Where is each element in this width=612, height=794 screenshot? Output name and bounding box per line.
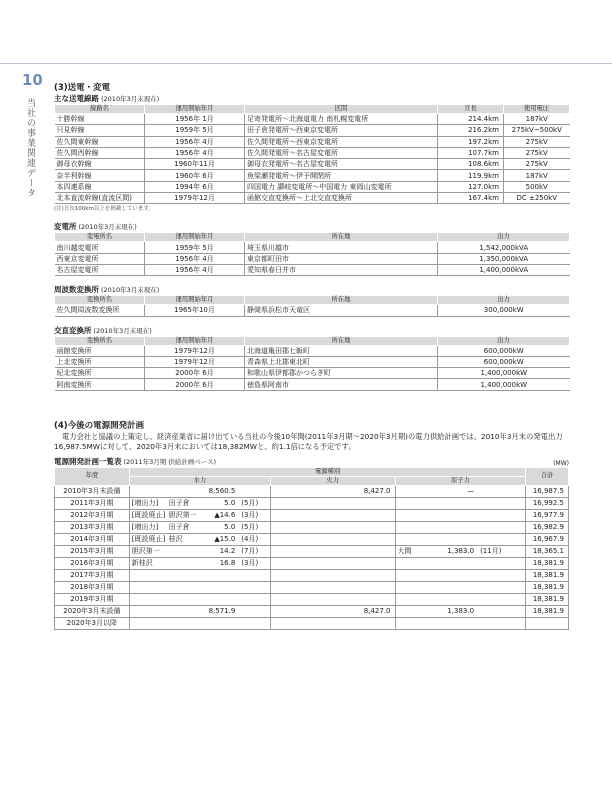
length-cell: 127.0km: [438, 181, 504, 192]
nuclear-value-cell: [426, 617, 478, 629]
nuclear-plant-cell: [395, 557, 426, 569]
hydro-value-cell: ▲14.6: [200, 509, 239, 521]
hydro-note-cell: [129, 485, 166, 497]
hydro-month-cell: (7月): [239, 545, 270, 557]
output-cell: 300,000kW: [438, 305, 570, 316]
hydro-note-cell: 新桂沢: [129, 557, 166, 569]
voltage-cell: 275kV: [504, 136, 570, 147]
nuclear-value-cell: [426, 533, 478, 545]
thermal-value-cell: [270, 581, 395, 593]
year-cell: 2020年3月以降: [55, 617, 130, 629]
col-header-thermal: 火力: [270, 476, 395, 485]
table-row: [55, 533, 569, 545]
table-row: [55, 617, 569, 629]
col-header-hydro: 水力: [129, 476, 270, 485]
thermal-value-cell: [270, 533, 395, 545]
hydro-month-cell: (3月): [239, 509, 270, 521]
hydro-plant-cell: 田子倉: [167, 497, 200, 509]
total-cell: 18,381.9: [526, 605, 569, 617]
section-cell: 四国電力 讃岐変電所～中国電力 東岡山変電所: [245, 181, 438, 192]
col-header: 所在地: [245, 233, 438, 242]
total-cell: 18,381.9: [526, 557, 569, 569]
nuclear-month-cell: [478, 557, 526, 569]
hydro-value-cell: [200, 569, 239, 581]
nuclear-value-cell: [426, 497, 478, 509]
substations-table: [54, 232, 570, 276]
total-cell: 16,982.9: [526, 521, 569, 533]
hydro-value-cell: 14.2: [200, 545, 239, 557]
start-date-cell: 1956年 4月: [145, 136, 245, 147]
start-date-cell: 1960年11月: [145, 159, 245, 170]
hydro-value-cell: 8,560.5: [200, 485, 239, 497]
hydro-note-cell: [増出力]: [129, 521, 166, 533]
thermal-value-cell: 8,427.0: [270, 485, 395, 497]
nuclear-month-cell: [478, 617, 526, 629]
section-cell: 田子倉発電所～西東京変電所: [245, 125, 438, 136]
converter-name-cell: 阿南変換所: [55, 379, 145, 390]
start-date-cell: 1979年12月: [145, 345, 245, 356]
thermal-value-cell: [270, 509, 395, 521]
table-row: [55, 379, 570, 390]
total-cell: 18,381.9: [526, 593, 569, 605]
col-header: 出力: [438, 336, 570, 345]
page-number: 10: [22, 71, 43, 89]
line-name-cell: 十勝幹線: [55, 114, 145, 125]
nuclear-plant-cell: 大間: [395, 545, 426, 557]
hydro-plant-cell: [167, 569, 200, 581]
total-cell: 18,381.9: [526, 569, 569, 581]
hydro-month-cell: [239, 581, 270, 593]
col-header: 所在地: [245, 336, 438, 345]
line-name-cell: 御母衣幹線: [55, 159, 145, 170]
output-cell: 1,400,000kVA: [438, 264, 570, 275]
section-cell: 魚梁瀬発電所～伊予開閉所: [245, 170, 438, 181]
table-row: [55, 545, 569, 557]
hydro-plant-cell: [167, 617, 200, 629]
table-header-row: [55, 476, 569, 485]
voltage-cell: 275kV: [504, 159, 570, 170]
output-cell: 1,400,000kW: [438, 368, 570, 379]
converter-name-cell: 佐久間周波数変換所: [55, 305, 145, 316]
year-cell: 2018年3月期: [55, 581, 130, 593]
col-header: 運用開始年月: [145, 336, 245, 345]
year-cell: 2019年3月期: [55, 593, 130, 605]
thermal-value-cell: [270, 617, 395, 629]
year-cell: 2017年3月期: [55, 569, 130, 581]
col-header: 変電所名: [55, 233, 145, 242]
line-name-cell: 本四連系線: [55, 181, 145, 192]
substation-name-cell: 南川越変電所: [55, 242, 145, 253]
total-cell: [526, 617, 569, 629]
col-header: 線路名: [55, 105, 145, 114]
section-cell: 函館交直変換所～上北交直変換所: [245, 193, 438, 204]
col-header-nuclear: 原子力: [395, 476, 526, 485]
table-row: [55, 521, 569, 533]
hydro-plant-cell: [167, 605, 200, 617]
location-cell: 東京都町田市: [245, 253, 438, 264]
col-header: 亘長: [438, 105, 504, 114]
nuclear-plant-cell: [395, 593, 426, 605]
year-cell: 2013年3月期: [55, 521, 130, 533]
substation-name-cell: 西東京変電所: [55, 253, 145, 264]
converter-name-cell: 紀北変換所: [55, 368, 145, 379]
length-cell: 214.4km: [438, 114, 504, 125]
hydro-note-cell: [129, 605, 166, 617]
hydro-note-cell: [129, 617, 166, 629]
hydro-note-cell: [既設廃止]: [129, 509, 166, 521]
nuclear-plant-cell: [395, 581, 426, 593]
transmission-lines-table: [54, 104, 570, 204]
year-cell: 2020年3月末設備: [55, 605, 130, 617]
hydro-note-cell: [増出力]: [129, 497, 166, 509]
section-title-transmission: (3)送電・変電: [54, 83, 111, 93]
unit-label: (MW): [553, 459, 569, 467]
table-row: [55, 569, 569, 581]
hydro-value-cell: 5.0: [200, 521, 239, 533]
hydro-value-cell: ▲15.0: [200, 533, 239, 545]
start-date-cell: 1956年 4月: [145, 147, 245, 158]
total-cell: 16,992.5: [526, 497, 569, 509]
thermal-value-cell: [270, 593, 395, 605]
table-header-row: [55, 467, 569, 476]
thermal-value-cell: [270, 521, 395, 533]
line-name-cell: 佐久間西幹線: [55, 147, 145, 158]
development-table-title: 電源開発計画一覧表 (2011年3月期 供給計画ベース): [54, 456, 216, 466]
length-cell: 108.6km: [438, 159, 504, 170]
section-title-development: (4)今後の電源開発計画: [54, 420, 145, 431]
location-cell: 静岡県浜松市天竜区: [245, 305, 438, 316]
thermal-value-cell: [270, 497, 395, 509]
col-header: 運用開始年月: [145, 233, 245, 242]
table-row: [55, 159, 570, 170]
length-cell: 119.9km: [438, 170, 504, 181]
transmission-note: (注)亘長100km以上を掲載しています。: [54, 206, 154, 213]
section-cell: 足寄発電所～北海道電力 南札幌変電所: [245, 114, 438, 125]
hydro-plant-cell: [167, 485, 200, 497]
start-date-cell: 1956年 1月: [145, 114, 245, 125]
nuclear-value-cell: [426, 581, 478, 593]
output-cell: 1,542,000kVA: [438, 242, 570, 253]
hydro-month-cell: [239, 593, 270, 605]
line-name-cell: 佐久間東幹線: [55, 136, 145, 147]
voltage-cell: 500kV: [504, 181, 570, 192]
table-row: [55, 368, 570, 379]
table-row: [55, 356, 570, 367]
nuclear-month-cell: [478, 521, 526, 533]
hydro-note-cell: [129, 581, 166, 593]
start-date-cell: 1959年 5月: [145, 242, 245, 253]
thermal-value-cell: 8,427.0: [270, 605, 395, 617]
output-cell: 1,400,000kW: [438, 379, 570, 390]
length-cell: 216.2km: [438, 125, 504, 136]
length-cell: 107.7km: [438, 147, 504, 158]
nuclear-value-cell: [426, 569, 478, 581]
year-cell: 2016年3月期: [55, 557, 130, 569]
nuclear-plant-cell: [395, 521, 426, 533]
nuclear-value-cell: [426, 521, 478, 533]
nuclear-month-cell: [478, 533, 526, 545]
substations-title: 変電所 (2010年3月末現在): [54, 222, 137, 232]
total-cell: 16,967.9: [526, 533, 569, 545]
nuclear-plant-cell: [395, 533, 426, 545]
hydro-month-cell: [239, 605, 270, 617]
line-name-cell: 北本直流幹線(直流区間): [55, 193, 145, 204]
col-header: 運用開始年月: [145, 296, 245, 305]
nuclear-plant-cell: [395, 497, 426, 509]
table-row: [55, 485, 569, 497]
col-header-year: 年度: [55, 467, 130, 485]
table-row: [55, 605, 569, 617]
nuclear-month-cell: [478, 509, 526, 521]
hydro-value-cell: 16.8: [200, 557, 239, 569]
table-row: [55, 181, 570, 192]
nuclear-value-cell: —: [426, 485, 478, 497]
side-label: 当社の事業関連データ: [25, 98, 35, 198]
hydro-note-cell: 胆沢第一: [129, 545, 166, 557]
start-date-cell: 1979年12月: [145, 193, 245, 204]
table-header-row: [55, 105, 570, 114]
length-cell: 197.2km: [438, 136, 504, 147]
nuclear-plant-cell: [395, 569, 426, 581]
line-name-cell: 只見幹線: [55, 125, 145, 136]
table-row: [55, 497, 569, 509]
thermal-value-cell: [270, 545, 395, 557]
table-row: [55, 136, 570, 147]
start-date-cell: 1956年 4月: [145, 264, 245, 275]
freq-converter-title: 周波数変換所 (2010年3月末現在): [54, 285, 160, 295]
ac-dc-converter-title: 交直変換所 (2010年3月末現在): [54, 325, 152, 335]
nuclear-plant-cell: [395, 617, 426, 629]
thermal-value-cell: [270, 569, 395, 581]
section-cell: 佐久間発電所～西東京変電所: [245, 136, 438, 147]
table-header-row: [55, 336, 570, 345]
hydro-value-cell: 8,571.9: [200, 605, 239, 617]
section-cell: 御母衣発電所～名古屋変電所: [245, 159, 438, 170]
nuclear-value-cell: 1,383.0: [426, 605, 478, 617]
total-cell: 18,381.9: [526, 581, 569, 593]
nuclear-value-cell: [426, 557, 478, 569]
table-row: [55, 193, 570, 204]
hydro-value-cell: 5.0: [200, 497, 239, 509]
start-date-cell: 2000年 6月: [145, 368, 245, 379]
table-header-row: [55, 296, 570, 305]
nuclear-value-cell: 1,383.0: [426, 545, 478, 557]
col-header: 出力: [438, 233, 570, 242]
hydro-plant-cell: 田子倉: [167, 521, 200, 533]
development-paragraph: 電力会社と協議の上策定し、経済産業省に届け出ている当社の今後10年間(2011年3月期～2020年3月期)の電力供給計画では、2010年3月末の発電出力16,987.5MWに対して、2020年3月末においては18,382MWと、約1.1倍になる予定です。: [54, 431, 563, 452]
hydro-value-cell: [200, 617, 239, 629]
substation-name-cell: 名古屋変電所: [55, 264, 145, 275]
year-cell: 2015年3月期: [55, 545, 130, 557]
nuclear-value-cell: [426, 509, 478, 521]
table-row: [55, 305, 570, 316]
start-date-cell: 1956年 4月: [145, 253, 245, 264]
hydro-note-cell: [既設廃止]: [129, 533, 166, 545]
hydro-month-cell: [239, 617, 270, 629]
table-row: [55, 345, 570, 356]
nuclear-month-cell: [478, 569, 526, 581]
development-plan-table: [54, 467, 569, 630]
col-header-group: 電源種別: [129, 467, 526, 476]
hydro-month-cell: (4月): [239, 533, 270, 545]
hydro-month-cell: (5月): [239, 521, 270, 533]
start-date-cell: 2000年 6月: [145, 379, 245, 390]
location-cell: 青森県上北郡東北町: [245, 356, 438, 367]
hydro-month-cell: (5月): [239, 497, 270, 509]
converter-name-cell: 函館変換所: [55, 345, 145, 356]
nuclear-plant-cell: [395, 509, 426, 521]
col-header: 変換所名: [55, 296, 145, 305]
table-row: [55, 264, 570, 275]
hydro-plant-cell: [167, 581, 200, 593]
table-row: [55, 509, 569, 521]
hydro-plant-cell: [167, 557, 200, 569]
location-cell: 埼玉県川越市: [245, 242, 438, 253]
hydro-month-cell: [239, 569, 270, 581]
output-cell: 1,350,000kVA: [438, 253, 570, 264]
table-header-row: [55, 233, 570, 242]
table-row: [55, 170, 570, 181]
voltage-cell: 187kV: [504, 170, 570, 181]
year-cell: 2014年3月期: [55, 533, 130, 545]
location-cell: 北海道亀田郡七飯町: [245, 345, 438, 356]
hydro-plant-cell: 胆沢第一: [167, 509, 200, 521]
hydro-value-cell: [200, 593, 239, 605]
line-name-cell: 奈半利幹線: [55, 170, 145, 181]
thermal-value-cell: [270, 557, 395, 569]
hydro-value-cell: [200, 581, 239, 593]
table-row: [55, 125, 570, 136]
section-cell: 佐久間発電所～名古屋変電所: [245, 147, 438, 158]
table-row: [55, 593, 569, 605]
hydro-note-cell: [129, 569, 166, 581]
start-date-cell: 1960年 6月: [145, 170, 245, 181]
table-row: [55, 557, 569, 569]
converter-name-cell: 上北変換所: [55, 356, 145, 367]
nuclear-month-cell: (11月): [478, 545, 526, 557]
nuclear-plant-cell: [395, 605, 426, 617]
voltage-cell: DC ±250kV: [504, 193, 570, 204]
start-date-cell: 1959年 5月: [145, 125, 245, 136]
hydro-plant-cell: [167, 593, 200, 605]
start-date-cell: 1979年12月: [145, 356, 245, 367]
location-cell: 徳島県阿南市: [245, 379, 438, 390]
year-cell: 2010年3月末設備: [55, 485, 130, 497]
col-header: 出力: [438, 296, 570, 305]
nuclear-month-cell: [478, 605, 526, 617]
voltage-cell: 187kV: [504, 114, 570, 125]
nuclear-plant-cell: [395, 485, 426, 497]
transmission-lines-title: 主な送電線路 (2010年3月末現在): [54, 94, 160, 103]
year-cell: 2011年3月期: [55, 497, 130, 509]
nuclear-month-cell: [478, 593, 526, 605]
col-header-total: 合計: [526, 467, 569, 485]
table-row: [55, 253, 570, 264]
hydro-note-cell: [129, 593, 166, 605]
voltage-cell: 275kV~500kV: [504, 125, 570, 136]
output-cell: 600,000kW: [438, 345, 570, 356]
nuclear-value-cell: [426, 593, 478, 605]
col-header: 使用電圧: [504, 105, 570, 114]
nuclear-month-cell: [478, 497, 526, 509]
start-date-cell: 1965年10月: [145, 305, 245, 316]
table-row: [55, 242, 570, 253]
header-rule: [0, 63, 612, 64]
location-cell: 和歌山県伊都郡かつらぎ町: [245, 368, 438, 379]
total-cell: 16,977.9: [526, 509, 569, 521]
table-row: [55, 147, 570, 158]
hydro-month-cell: [239, 485, 270, 497]
voltage-cell: 275kV: [504, 147, 570, 158]
col-header: 変換所名: [55, 336, 145, 345]
total-cell: 16,987.5: [526, 485, 569, 497]
hydro-month-cell: (3月): [239, 557, 270, 569]
total-cell: 18,365.1: [526, 545, 569, 557]
freq-converter-table: [54, 295, 570, 316]
table-row: [55, 114, 570, 125]
nuclear-month-cell: [478, 581, 526, 593]
output-cell: 600,000kW: [438, 356, 570, 367]
page-content: [54, 83, 569, 630]
year-cell: 2012年3月期: [55, 509, 130, 521]
col-header: 運用開始年月: [145, 105, 245, 114]
length-cell: 167.4km: [438, 193, 504, 204]
col-header: 所在地: [245, 296, 438, 305]
start-date-cell: 1994年 6月: [145, 181, 245, 192]
col-header: 区間: [245, 105, 438, 114]
location-cell: 愛知県春日井市: [245, 264, 438, 275]
hydro-plant-cell: 桂沢: [167, 533, 200, 545]
table-row: [55, 581, 569, 593]
hydro-plant-cell: [167, 545, 200, 557]
ac-dc-converter-table: [54, 336, 570, 391]
nuclear-month-cell: [478, 485, 526, 497]
